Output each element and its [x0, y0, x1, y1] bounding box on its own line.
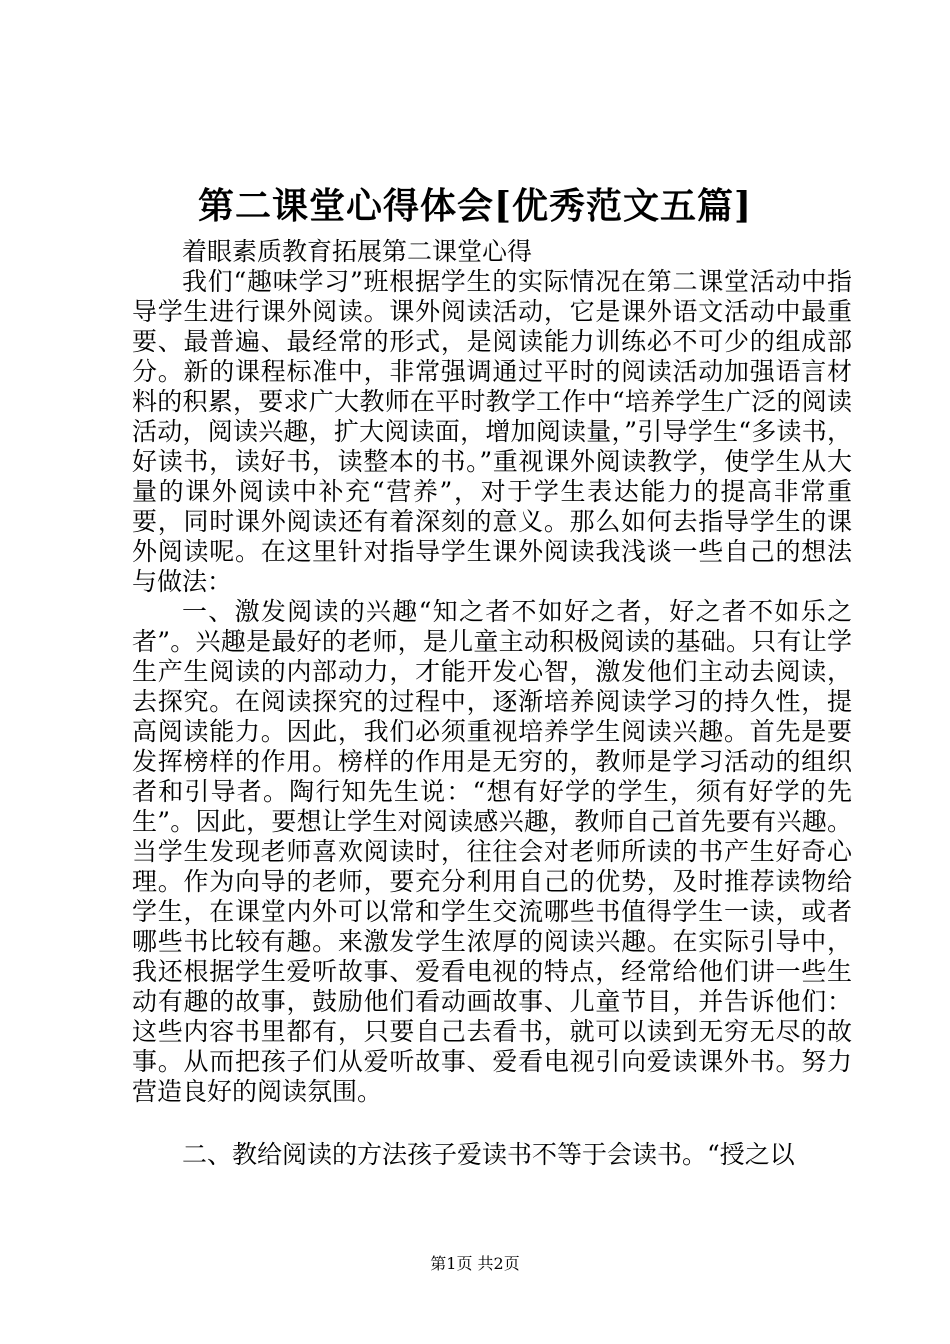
paragraph-gap: [132, 1107, 852, 1140]
paragraph-section-two: 二、教给阅读的方法孩子爱读书不等于会读书。“授之以: [182, 1140, 795, 1169]
paragraph-intro: 我们“趣味学习”班根据学生的实际情况在第二课堂活动中指导学生进行课外阅读。课外阅读活动，它是课外语文活动中最重要、最普遍、最经常的形式，是阅读能力训练必不可少的组成部分。新的课程标准中，非常强调通过平时的阅读活动加强语言材料的积累，要求广大教师在平时教学工作中“培养学生广泛的阅读活动，阅读兴趣，扩大阅读面，增加阅读量，”引导学生“多读书，好读书，读好书，读整本的书。”重视课外阅读教学，使学生从大量的课外阅读中补充“营养”，对于学生表达能力的提高非常重要，同时课外阅读还有着深刻的意义。那么如何去指导学生的课外阅读呢。在这里针对指导学生课外阅读我浅谈一些自己的想法与做法：: [132, 267, 852, 596]
document-title: 第二课堂心得体会[优秀范文五篇]: [197, 185, 753, 227]
paragraph-section-one: 一、激发阅读的兴趣“知之者不如好之者，好之者不如乐之者”。兴趣是最好的老师，是儿童主动积极阅读的基础。只有让学生产生阅读的内部动力，才能开发心智，激发他们主动去阅读，去探究。在阅读探究的过程中，逐渐培养阅读学习的持久性，提高阅读能力。因此，我们必须重视培养学生阅读兴趣。首先是要发挥榜样的作用。榜样的作用是无穷的，教师是学习活动的组织者和引导者。陶行知先生说：“想有好学的学生，须有好学的先生”。因此，要想让学生对阅读感兴趣，教师自己首先要有兴趣。当学生发现老师喜欢阅读时，往往会对老师所读的书产生好奇心理。作为向导的老师，要充分利用自己的优势，及时推荐读物给学生，在课堂内外可以常和学生交流哪些书值得学生一读，或者哪些书比较有趣。来激发学生浓厚的阅读兴趣。在实际引导中，我还根据学生爱听故事、爱看电视的特点，经常给他们讲一些生动有趣的故事，鼓励他们看动画故事、儿童节目，并告诉他们：这些内容书里都有，只要自己去看书，就可以读到无穷无尽的故事。从而把孩子们从爱听故事、爱看电视引向爱读课外书。努力营造良好的阅读氛围。: [132, 597, 852, 1106]
document-body: [132, 237, 852, 1170]
document-subtitle: 着眼素质教育拓展第二课堂心得: [182, 237, 533, 266]
page-footer: 第1页 共2页: [430, 1254, 520, 1273]
